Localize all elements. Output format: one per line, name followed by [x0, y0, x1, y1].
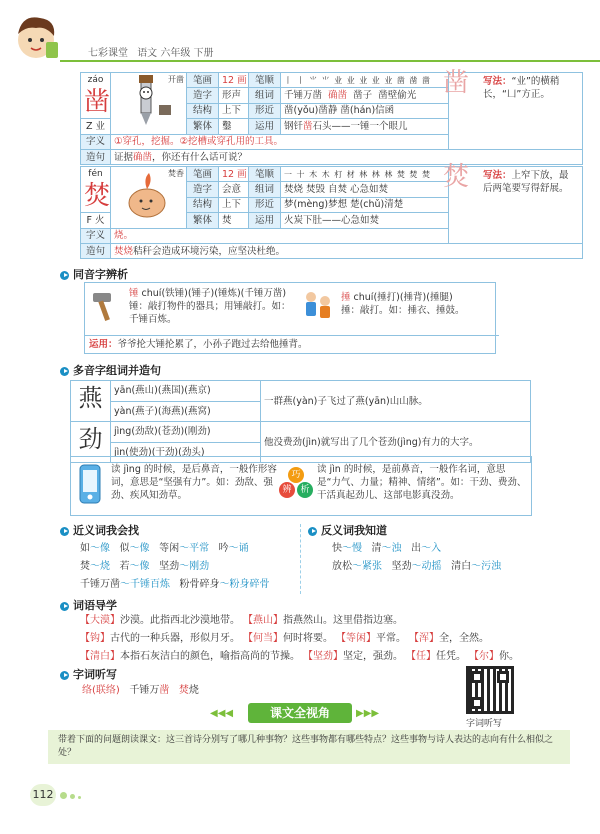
vocab-line	[80, 612, 585, 630]
word-pair-row	[80, 558, 279, 576]
meaning: ①穿孔，挖掘。②挖槽或穿孔用的工具。	[111, 134, 449, 149]
answer-word: 像	[139, 561, 150, 572]
vocab-term: 【浑】	[414, 633, 439, 644]
right-arrows-icon: ▶▶▶	[356, 708, 380, 719]
answer-word: 刚劲	[189, 561, 210, 572]
vocab-definition: 古代的一种兵器，形似月牙。	[110, 633, 240, 644]
page-number: 112	[30, 784, 56, 806]
vocab-term: 【清白】	[80, 651, 120, 662]
word-pair-row	[80, 576, 279, 594]
header-title	[88, 44, 214, 59]
usage-line: 运用：爷爷抡大锤抡累了，小孙子跑过去给他捶背。	[85, 335, 499, 353]
answer-word: 诵	[238, 543, 249, 554]
section-banner	[210, 703, 390, 725]
word: 清白	[451, 561, 472, 572]
vocab-line	[80, 648, 585, 666]
radical-cell: Z 业	[81, 119, 111, 134]
tip-badge: 巧 辨 析	[279, 467, 313, 501]
vocab-term: 【尔】	[474, 651, 499, 662]
vocab-line	[80, 630, 585, 648]
vocab-definition: 全，全然。	[439, 633, 489, 644]
tilde-icon: ～	[179, 561, 190, 572]
answer-word: 慢	[352, 543, 362, 554]
char-card-zao: záo 凿 开凿 笔画 12 画 笔顺 丨 丨 ⺌ ⺌ 业 业 业 业 业 凿 凿 凿 凿 写法：“业”的横稍长，“凵”方正。 造字 形声 组词 千锤万凿 确凿 凿子 凿壁偷光 结构 上下 形近 凿(yǒu)凿静 凿(hán)信函 Z 业 繁体 鑿 运用 钢钎凿石头——一锤一个眼儿 字义 ①穿孔，挖掘。②挖槽或穿孔用的工具。 造句 证据确凿，你还有什么话可说？	[80, 72, 583, 165]
section-title-antonyms: 反义词我知道	[308, 522, 387, 538]
vocab-definition: 沙漠。此指西北沙漠地带。	[120, 615, 240, 626]
tilde-icon: ～	[352, 561, 362, 572]
vocab-definition: 何时将要。	[283, 633, 333, 644]
answer-word: 平常	[189, 543, 210, 554]
word: 粉骨碎身	[179, 579, 220, 590]
play-icon	[60, 671, 69, 680]
synonym-list	[80, 540, 279, 594]
section-title-synonyms: 近义词我会找	[60, 522, 139, 538]
tilde-icon: ～	[342, 543, 352, 554]
word-pair-row	[332, 540, 511, 558]
section-title-polyphone: 多音字组词并造句	[60, 362, 161, 378]
word: 等闲	[159, 543, 180, 554]
play-icon	[60, 602, 69, 611]
tilde-icon: ～	[381, 543, 392, 554]
word-pair-row	[80, 540, 279, 558]
writing-tip: 凿 写法：“业”的横稍长，“凵”方正。	[449, 73, 583, 150]
word: 焚	[80, 561, 90, 572]
tilde-icon: ～	[411, 561, 422, 572]
char-picture	[111, 73, 187, 135]
tilde-icon: ～	[179, 543, 190, 554]
homophone-box: 锤 chuí(铁锤)(锤子)(锤炼)(千锤万凿) 锤：敲打物件的器具；用锤敲打。如：千锤百炼。 捶 chuí(捶打)(捶背)(捶腿) 捶：敲打。如：捶衣、捶鼓。 运用：爷爷抡大锤抡累了，小孙子跑过去给他捶背。	[84, 282, 496, 354]
mascot-icon	[10, 12, 62, 62]
vocab-term: 【燕山】	[248, 615, 283, 626]
vocab-definition: 平常。	[376, 633, 406, 644]
word: 清	[371, 543, 382, 554]
dictation-words: 络(联络) 千锤万凿 焚烧	[82, 685, 199, 696]
subject-name: 语文 六年级 下册	[137, 48, 214, 59]
tilde-icon: ～	[90, 543, 100, 554]
play-icon	[60, 271, 69, 280]
value-strokes: 12 画	[219, 73, 249, 88]
label-order: 笔顺	[249, 73, 281, 88]
tilde-icon: ～	[129, 543, 140, 554]
outline-char: 凿	[443, 68, 470, 98]
qr-caption: 字词听写	[466, 719, 503, 729]
qr-code[interactable]	[466, 666, 514, 714]
answer-word: 入	[431, 543, 442, 554]
vocab-definition: 本指石灰洁白的颜色，喻指高尚的节操。	[120, 651, 300, 662]
play-icon	[308, 527, 317, 536]
big-char: 凿	[84, 87, 111, 118]
left-arrows-icon: ◀◀◀	[210, 708, 234, 719]
vocab-term: 【钩】	[80, 633, 110, 644]
word: 坚劲	[159, 561, 180, 572]
section-title-homophone: 同音字辨析	[60, 266, 128, 282]
tilde-icon: ～	[421, 543, 432, 554]
vocab-definition: 坚定，强劲。	[343, 651, 403, 662]
vocab-term: 【任】	[411, 651, 436, 662]
polyphone-tip: 读 jìng 的时候，是后鼻音，一般作形容词，意思是“坚强有力”。如：劲敌、强劲、疾风知劲草。 巧 辨 析 读 jìn 的时候，是前鼻音，一般作名词，意思是“力气、力量；精神、情绪”。如：干劲、费劲、干活真起劲儿、这部电影真没劲。	[70, 456, 532, 516]
picture-caption: 开凿	[168, 75, 184, 84]
play-icon	[60, 527, 69, 536]
page-dots	[60, 791, 81, 802]
section-title-dictation: 字词听写	[60, 666, 117, 682]
word: 似	[119, 543, 130, 554]
answer-word: 像	[139, 543, 150, 554]
char-picture: 焚香	[111, 167, 187, 229]
back-massage-icon	[301, 287, 337, 326]
banner-title: 课文全视角	[248, 703, 352, 723]
word: 如	[80, 543, 90, 554]
answer-word: 烧	[100, 561, 110, 572]
vocab-definition: 任凭。	[436, 651, 466, 662]
word: 千锤万凿	[80, 579, 120, 590]
section-title-vocab: 词语导学	[60, 597, 117, 613]
value-order: 丨 丨 ⺌ ⺌ 业 业 业 业 业 凿 凿 凿	[281, 73, 449, 88]
word: 坚劲	[391, 561, 412, 572]
reading-question: 带着下面的问题朗读课文：这三首诗分别写了哪几种事物？这些事物都有哪些特点？这些事物与诗人表达的志向有什么相似之处？	[48, 730, 570, 764]
vocab-definition: 你。	[499, 651, 519, 662]
header	[0, 0, 600, 66]
answer-word: 粉身碎骨	[229, 579, 270, 590]
vocab-term: 【何当】	[248, 633, 283, 644]
vocab-term: 【坚劲】	[308, 651, 343, 662]
series-name: 七彩课堂	[88, 48, 128, 59]
antonym-list	[332, 540, 511, 576]
tilde-icon: ～	[471, 561, 482, 572]
polyphone-table: 燕 yān(燕山)(燕国)(燕京) 一群燕(yàn)子飞过了燕(yān)山山脉。 yàn(燕子)(海燕)(燕窝) 劲 jìng(劲敌)(苍劲)(刚劲) 他没费劲(jìn)就写出了几个苍劲(jìng)有力的大字。 jìn(使劲)(干劲)(劲头)	[70, 380, 531, 463]
tilde-icon: ～	[228, 543, 239, 554]
answer-word: 污浊	[481, 561, 502, 572]
word: 出	[411, 543, 422, 554]
char-pinyin-cell	[81, 73, 111, 119]
answer-word: 浊	[391, 543, 402, 554]
word: 若	[119, 561, 130, 572]
char-card-fen: fén 焚 焚香 笔画 12 画 笔顺 一 十 木 木 朾 材 林 林 林 焚 焚 焚 焚 写法：上窄下放，最后两笔要写得舒展。 造字 会意 组词 焚烧 焚毁 自焚 心急如焚 结构 上下 形近 梦(mèng)梦想 楚(chǔ)清楚 F 火 繁体 焚 运用 火炭下肚——心急如焚 字义 烧。 造句 焚烧秸秆会造成环境污染，应坚决杜绝。	[80, 166, 583, 259]
vocab-term: 【大漠】	[80, 615, 120, 626]
word-pair-row	[332, 558, 511, 576]
vocab-term: 【等闲】	[341, 633, 376, 644]
column-divider	[300, 524, 301, 594]
char-pinyin: záo	[87, 75, 104, 86]
answer-word: 像	[100, 543, 110, 554]
answer-word: 紧张	[362, 561, 382, 572]
tilde-icon: ～	[219, 579, 230, 590]
vocab-definition: 指燕然山。这里借指边塞。	[283, 615, 403, 626]
vocab-list	[80, 612, 585, 666]
label-strokes: 笔画	[187, 73, 219, 88]
tilde-icon: ～	[129, 561, 140, 572]
tilde-icon: ～	[120, 579, 130, 590]
hammer-icon	[89, 289, 123, 326]
value-words: 千锤万凿 确凿 凿子 凿壁偷光	[281, 88, 449, 103]
word: 吟	[218, 543, 229, 554]
answer-word: 千锤百炼	[130, 579, 170, 590]
word: 快	[332, 543, 342, 554]
sentence: 证据确凿，你还有什么话可说？	[111, 149, 583, 164]
phone-mascot-icon	[77, 463, 103, 510]
word: 放松	[332, 561, 352, 572]
tilde-icon: ～	[90, 561, 100, 572]
answer-word: 动摇	[421, 561, 442, 572]
play-icon	[60, 367, 69, 376]
